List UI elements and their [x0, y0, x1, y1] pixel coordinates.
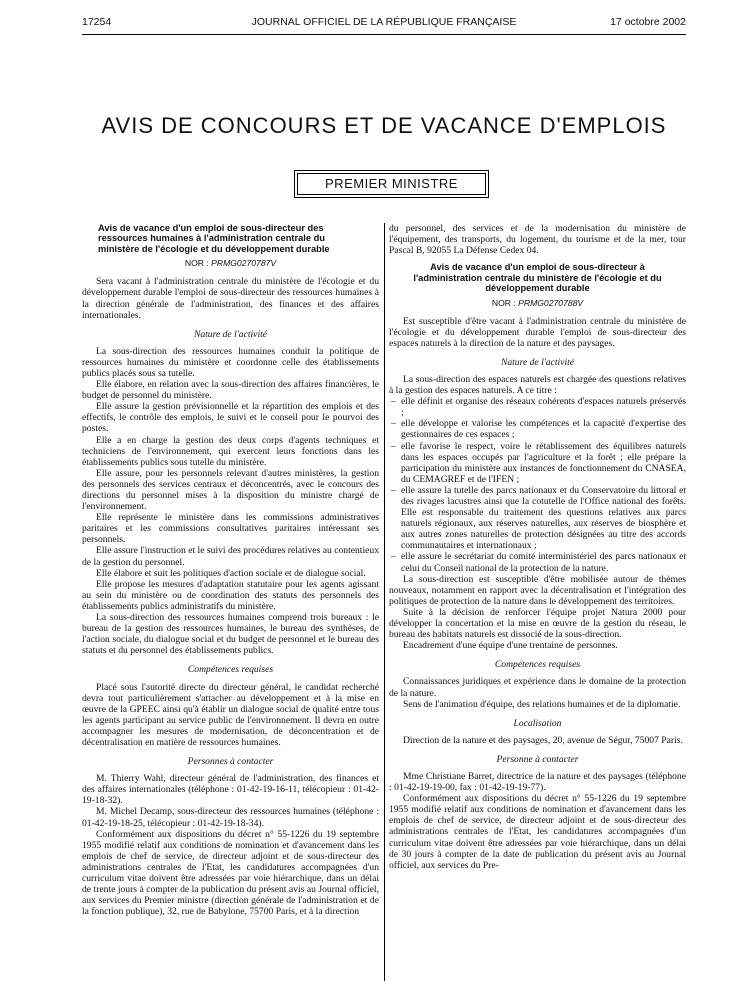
- nor-label: NOR :: [491, 297, 516, 308]
- page-title: AVIS DE CONCOURS ET DE VACANCE D'EMPLOIS: [101, 113, 667, 138]
- notice2-section-competences: Compétences requises: [494, 659, 581, 671]
- notice2-nor: [389, 298, 686, 309]
- page-number: 17254: [82, 16, 112, 28]
- journal-title: JOURNAL OFFICIEL DE LA RÉPUBLIQUE FRANÇAISE: [251, 16, 517, 28]
- notice1-title: Avis de vacance d'un emploi de sous-directeur des ressources humaines à l'administration centrale du ministère de l'écologie et du développement durable: [98, 223, 330, 254]
- list-item: – elle favorise le respect, voire le rétablissement des équilibres naturels dans les espaces occupés par l'agriculture et la forêt ; elle prépare la participation du ministère aux instances de fonctionnement du CNASEA, du CEMAGREF et de l'IFEN ;: [401, 441, 686, 485]
- page-header: [82, 16, 686, 30]
- contact-paragraph: Mme Christiane Barret, directrice de la nature et des paysages (téléphone : 01-42-19-19-00, fax : 01-42-19-19-77).: [389, 770, 686, 794]
- closing-paragraph: Conformément aux dispositions du décret n° 55-1226 du 19 septembre 1955 modifié relatif aux conditions de nomination et d'avancement dans les emplois de chef de service, de directeur adjoint et de sous-directeur des administrations centrales de l'Etat, les candidatures accompagnées d'un curriculum vitae doivent être adressées par voie hiérarchique, dans un délai de trente jours à compter de la publication du présent avis au Journal officiel, aux services du Premier ministre (direction générale de l'administration et de la fonction publique), 32, rue de Babylone, 75700 Paris, et à la direction: [82, 828, 379, 918]
- nor-code: PRMG0270788V: [518, 297, 584, 308]
- list-item: – elle développe et valorise les compétences et la capacité d'expertise des gestionnaires de ces espaces ;: [401, 418, 686, 440]
- contact-paragraph: M. Thierry Wahl, directeur général de l'administration, des finances et des affaires internationales (téléphone : 01-42-19-16-11, télécopieur : 01-42-19-18-32).: [82, 773, 379, 807]
- nor-label: NOR :: [184, 258, 209, 269]
- notice2-section-contact: Personne à contacter: [496, 753, 579, 765]
- ministry-box: PREMIER MINISTRE: [297, 173, 486, 195]
- paragraph: Elle représente le ministère dans les commissions administratives paritaires et les commissions consultatives paritaires intéressant ses personnels.: [82, 512, 379, 546]
- list-item: – elle assure le secrétariat du comité interministériel des parcs nationaux et celui du Conseil national de la protection de la nature.: [401, 551, 686, 573]
- notice1-intro: Sera vacant à l'administration centrale du ministère de l'écologie et du développement durable l'emploi de sous-directeur des ressources humaines à la direction générale de l'administration, des finances et des affaires internationales.: [82, 276, 379, 321]
- competences-paragraph: Placé sous l'autorité directe du directeur général, le candidat recherché devra tout particulièrement s'attacher au développement et à la mise en œuvre de la GPEEC ainsi qu'à établir un dialogue social de qualité entre tous les agents participant au service public de l'environnement. Il devra en outre accompagner les mesures de modernisation, de déconcentration et de décentralisation en matière de ressources humaines.: [82, 681, 379, 748]
- notice1-section-contacts: Personnes à contacter: [187, 756, 274, 768]
- paragraph: La sous-direction est susceptible d'être mobilisée autour de thèmes nouveaux, notamment en rapport avec la décentralisation et l'intégration des politiques de protection de la nature dans le développement des territoires.: [389, 573, 686, 607]
- paragraph: Elle élabore, en relation avec la sous-direction des affaires financières, le budget de personnel du ministère.: [82, 379, 379, 402]
- competences-paragraph: Connaissances juridiques et expérience dans le domaine de la protection de la nature.: [389, 676, 686, 699]
- list-item: – elle assure la tutelle des parcs nationaux et du Conservatoire du littoral et des rivages lacustres ainsi que la cotutelle de l'Office national des forêts. Elle est responsable du traitement des questions relatives aux parcs naturels régionaux, aux réserves naturelles, aux réserves de biosphère et aux autres zones naturelles de protection désignées au titre des accords communautaires et internationaux ;: [401, 485, 686, 552]
- left-column: [82, 223, 379, 917]
- nor-code: PRMG0270787V: [211, 258, 277, 269]
- nature-list: [389, 396, 686, 574]
- paragraph: La sous-direction des ressources humaines conduit la politique de ressources humaines du ministère et coordonne celle des établissements publics placés sous sa tutelle.: [82, 345, 379, 379]
- competences-paragraph: Sens de l'animation d'équipe, des relations humaines et de la diplomatie.: [403, 698, 681, 710]
- notice1-section-nature: Nature de l'activité: [193, 328, 268, 340]
- location-paragraph: Direction de la nature et des paysages, 20, avenue de Ségur, 75007 Paris.: [403, 734, 683, 746]
- paragraph: Elle a en charge la gestion des deux corps d'agents techniques et techniciens de l'environnement, qui exercent leurs fonctions dans les établissements publics sous tutelle du ministère.: [82, 434, 379, 468]
- header-rule: [82, 34, 686, 35]
- nature-intro: La sous-direction des espaces naturels est chargée des questions relatives à la gestion des espaces naturels. A ce titre :: [389, 373, 686, 397]
- closing-paragraph: Conformément aux dispositions du décret n° 55-1226 du 19 septembre 1955 modifié relatif aux conditions de nomination et d'avancement dans les emplois de chef de service, de directeur adjoint et de sous-directeur des administrations centrales de l'Etat, les candidatures accompagnées d'un curriculum vitae doivent être adressées par voie hiérarchique, dans un délai de 30 jours à compter de la date de publication du présent avis au Journal officiel, aux services du Pre-: [389, 793, 686, 871]
- notice2-title: Avis de vacance d'un emploi de sous-directeur à l'administration centrale du ministère de l'écologie et du développement durable: [413, 262, 662, 294]
- notice1-section-competences: Compétences requises: [187, 664, 274, 676]
- notice1-closing-continued: du personnel, des services et de la modernisation du ministère de l'équipement, des transports, du logement, du tourisme et de la mer, tour Pascal B, 92055 La Défense Cedex 04.: [389, 223, 686, 257]
- list-item: – elle définit et organise des réseaux cohérents d'espaces naturels préservés ;: [401, 396, 686, 418]
- notice2-section-location: Localisation: [513, 717, 562, 729]
- paragraph: Elle assure, pour les personnels relevant d'autres ministères, la gestion des personnels des services centraux et déconcentrés, avec le concours des directions du personnel mises à la disposition du ministre chargé de l'environnement.: [82, 467, 379, 513]
- paragraph: Elle assure la gestion prévisionnelle et la répartition des emplois et des effectifs, le contrôle des emplois, le suivi et le conseil pour le pourvoi des postes.: [82, 401, 379, 435]
- paragraph: Elle assure l'instruction et le suivi des procédures relatives au contentieux de la gestion du personnel.: [82, 545, 379, 568]
- notice2-intro: Est susceptible d'être vacant à l'administration centrale du ministère de l'écologie et du développement durable l'emploi de sous-directeur des espaces naturels à la direction de la nature et des paysages.: [389, 315, 686, 349]
- paragraph: Elle propose les mesures d'adaptation statutaire pour les agents agissant au sein du ministère ou de coordination des statuts des personnels des établissements publics administratifs du ministère.: [82, 578, 379, 612]
- paragraph: La sous-direction des ressources humaines comprend trois bureaux : le bureau de la gestion des ressources humaines, le bureau des synthèses, de l'action sociale, du dialogue social et du budget de personnel et le bureau des statuts et du personnel des établissements publics.: [82, 612, 379, 657]
- notice1-nor: [82, 258, 379, 269]
- issue-date: 17 octobre 2002: [610, 16, 686, 28]
- right-column: [389, 223, 686, 871]
- notice2-section-nature: Nature de l'activité: [500, 356, 575, 368]
- paragraph: Encadrement d'une équipe d'une trentaine de personnes.: [403, 640, 618, 652]
- column-divider: [384, 223, 385, 981]
- paragraph: Elle élabore et suit les politiques d'action sociale et de dialogue social.: [96, 567, 366, 579]
- paragraph: Suite à la décision de renforcer l'équipe projet Natura 2000 pour développer la concertation et la mise en œuvre de la gestion du réseau, le bureau des habitats naturels est dissocié de la sous-direction.: [389, 606, 686, 641]
- contact-paragraph: M. Michel Decamp, sous-directeur des ressources humaines (téléphone : 01-42-19-18-25, télécopieur : 01-42-19-18-34).: [82, 806, 379, 829]
